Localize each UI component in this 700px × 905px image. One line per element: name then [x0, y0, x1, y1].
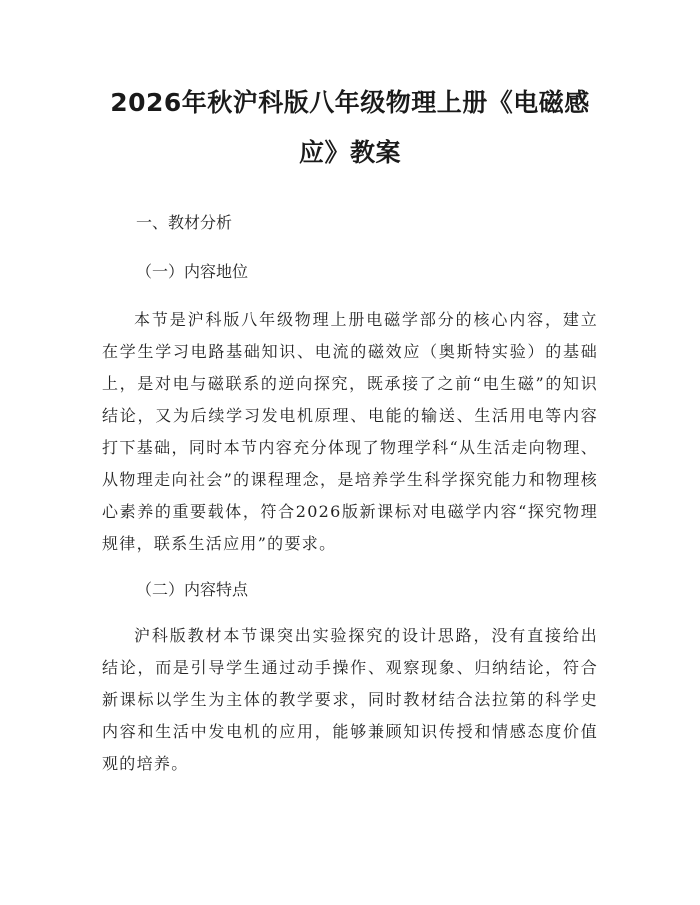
title-line-1: 2026年秋沪科版八年级物理上册《电磁感 [110, 88, 590, 117]
title-line-2: 应》教案 [298, 138, 401, 167]
paragraph-content-position: 本节是沪科版八年级物理上册电磁学部分的核心内容，建立在学生学习电路基础知识、电流的磁效应（奥斯特实验）的基础上，是对电与磁联系的逆向探究，既承接了之前“电生磁”的知识结论，又为后续学习发电机原理、电能的输送、生活用电等内容打下基础，同时本节内容充分体现了物理学科“从生活走向物理、从物理走向社会”的课程理念，是培养学生科学探究能力和物理核心素养的重要载体，符合2026版新课标对电磁学内容“探究物理规律，联系生活应用”的要求。 [102, 310, 598, 553]
subsection-heading-content-position: （一）内容地位 [136, 262, 249, 281]
document-title [102, 78, 598, 178]
section-heading-textbook-analysis: 一、教材分析 [136, 213, 233, 232]
subsection-heading-content-features: （二）内容特点 [136, 580, 249, 599]
paragraph-content-features: 沪科版教材本节课突出实验探究的设计思路，没有直接给出结论，而是引导学生通过动手操作、观察现象、归纳结论，符合新课标以学生为主体的教学要求，同时教材结合法拉第的科学史内容和生活中发电机的应用，能够兼顾知识传授和情感态度价值观的培养。 [102, 626, 598, 773]
